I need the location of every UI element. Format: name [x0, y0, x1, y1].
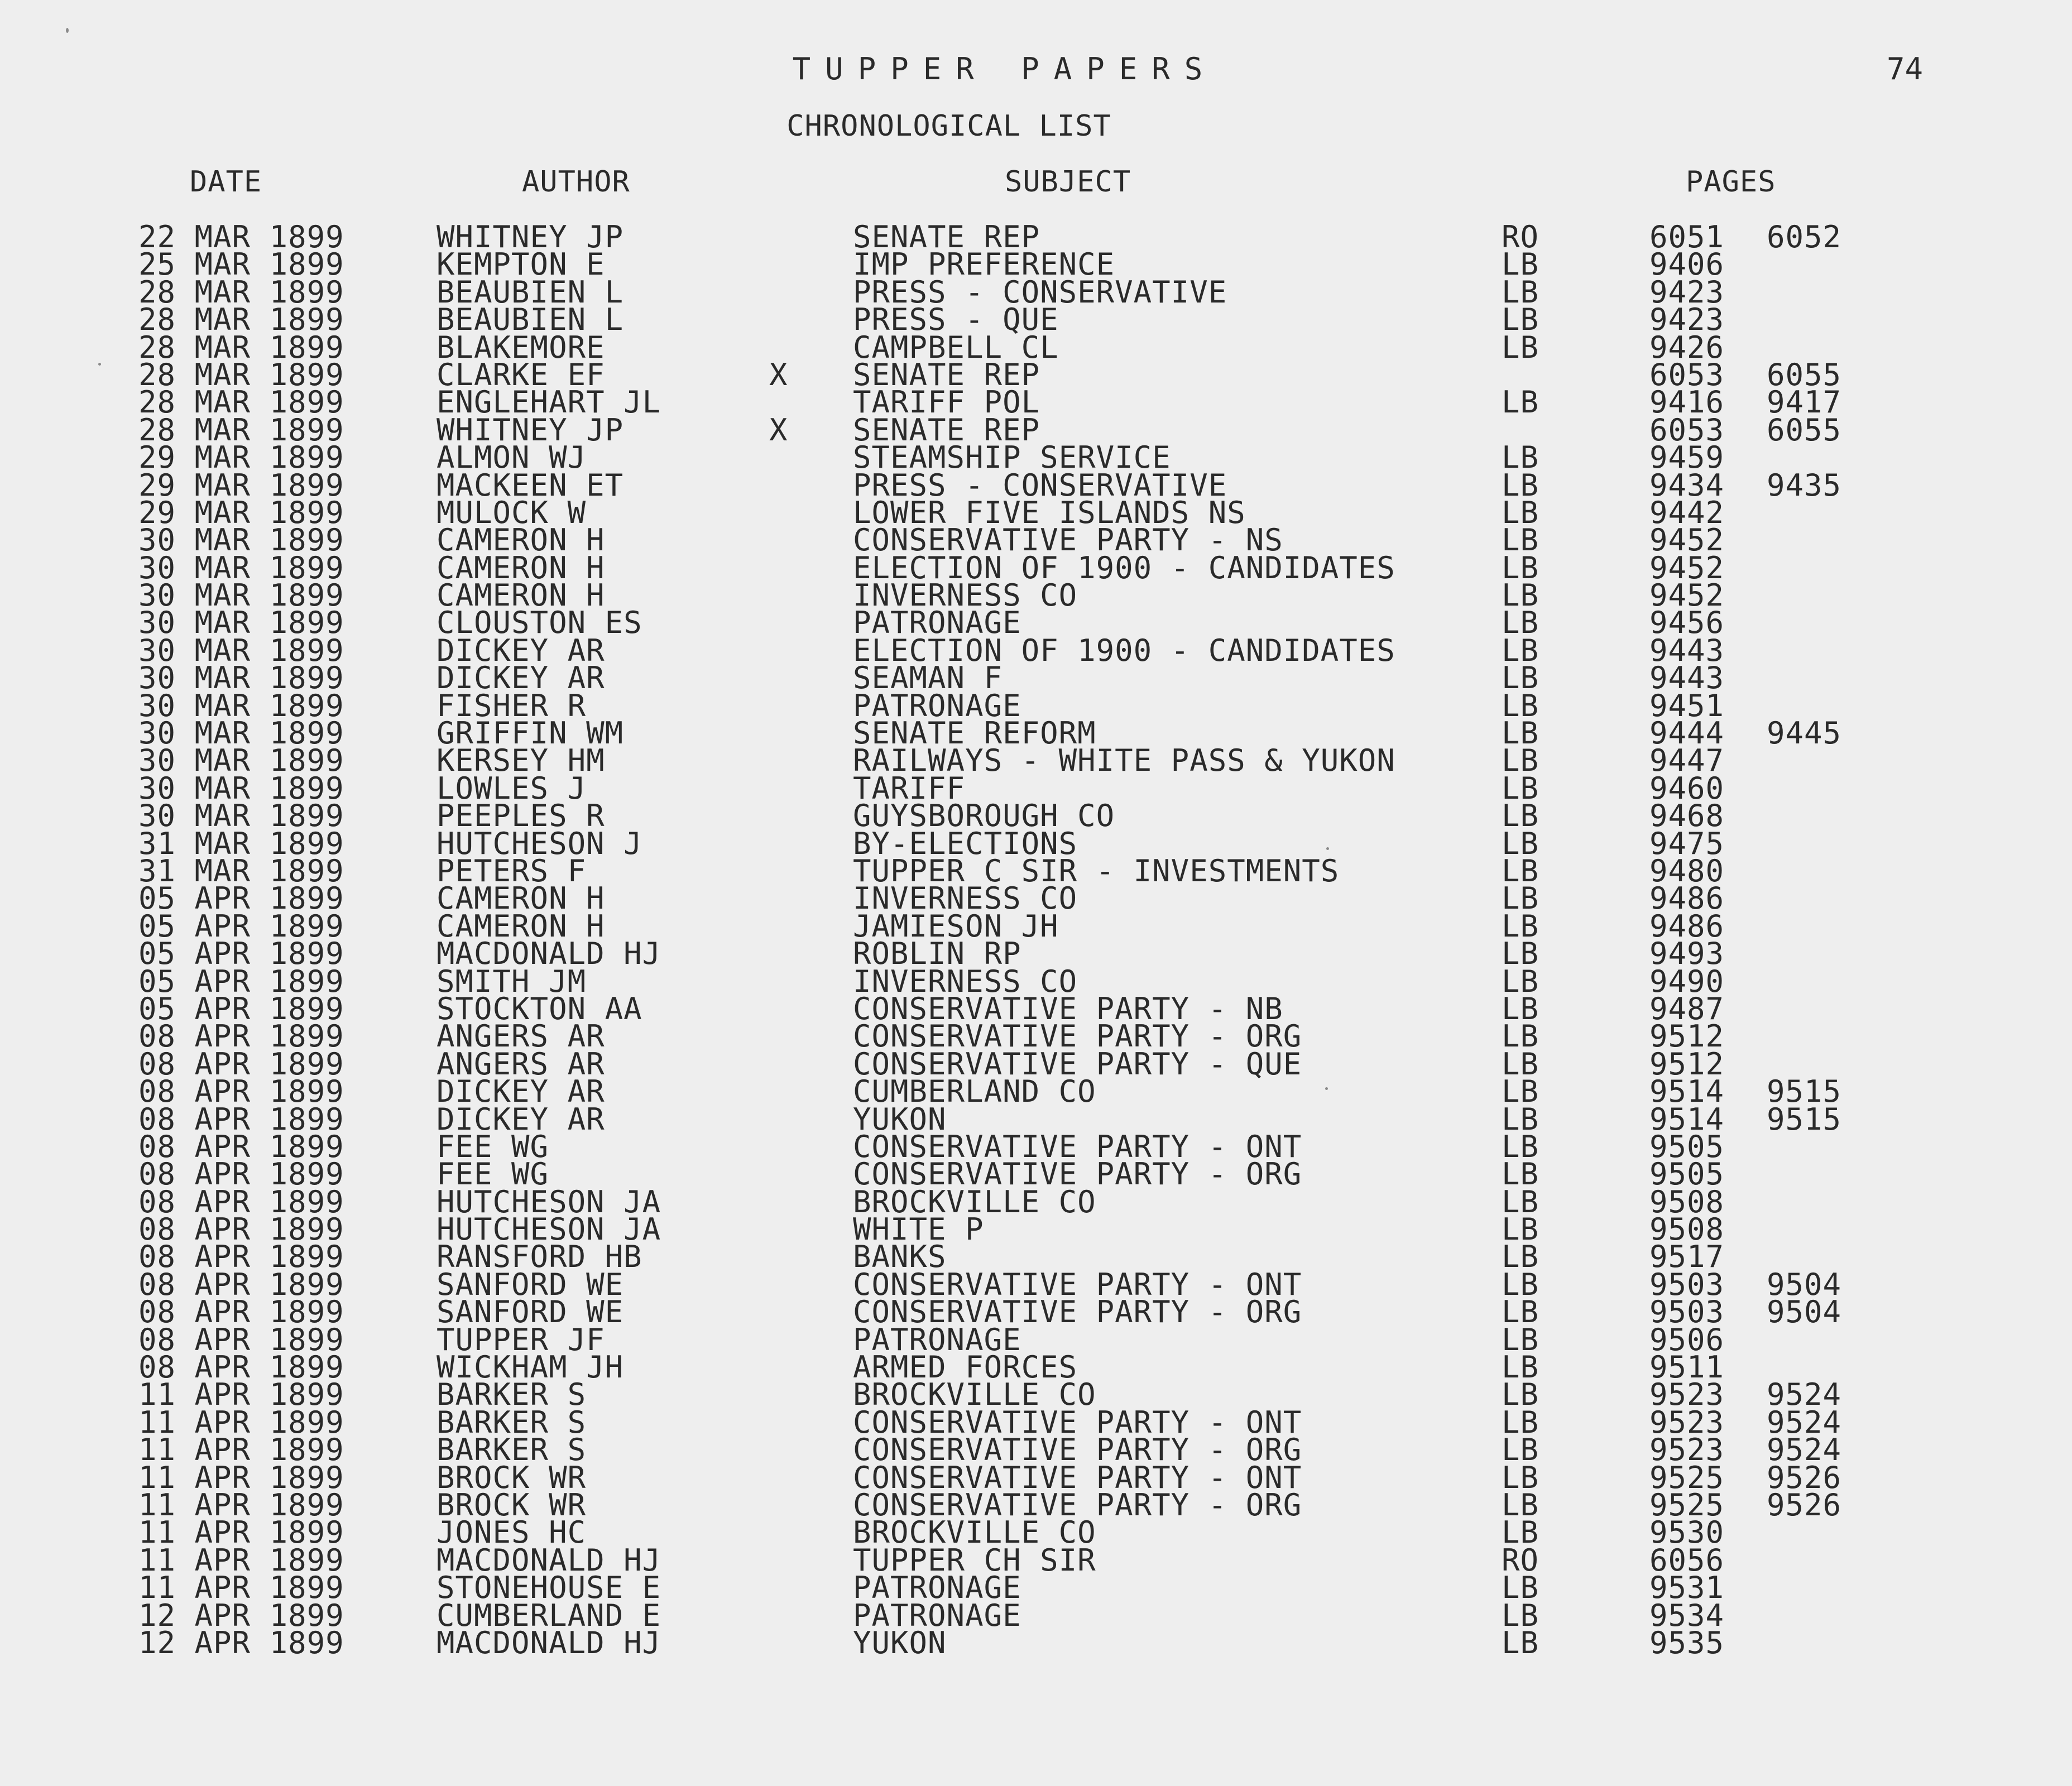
row-date: 08 APR 1899 — [138, 1294, 344, 1330]
row-source: LB — [1502, 632, 1539, 668]
row-subject: IMP PREFERENCE — [853, 247, 1115, 282]
row-date: 31 MAR 1899 — [138, 853, 344, 889]
row-page-start: 9508 — [1649, 1184, 1725, 1220]
row-subject: BROCKVILLE CO — [853, 1515, 1096, 1550]
row-subject: YUKON — [853, 1625, 947, 1660]
row-page-end: 9504 — [1767, 1266, 1842, 1302]
row-source: LB — [1502, 1266, 1539, 1302]
row-date: 30 MAR 1899 — [138, 716, 344, 751]
row-subject: TARIFF POL — [853, 385, 1040, 420]
row-page-start: 9523 — [1649, 1377, 1725, 1413]
row-date: 30 MAR 1899 — [138, 632, 344, 668]
row-page-start: 9512 — [1649, 1019, 1725, 1054]
row-subject: PATRONAGE — [853, 605, 1021, 641]
row-subject: CONSERVATIVE PARTY - ORG — [853, 1019, 1302, 1054]
scan-speck — [1326, 847, 1329, 850]
row-date: 08 APR 1899 — [138, 1350, 344, 1385]
row-source: LB — [1502, 1212, 1539, 1247]
row-date: 30 MAR 1899 — [138, 798, 344, 834]
row-author: DICKEY AR — [437, 1101, 605, 1137]
row-subject: BANKS — [853, 1239, 947, 1275]
row-author: CAMERON H — [437, 881, 605, 916]
row-page-start: 6051 — [1649, 219, 1725, 255]
row-subject: CONSERVATIVE PARTY - ONT — [853, 1404, 1302, 1440]
row-source: LB — [1502, 329, 1539, 365]
column-header-author: AUTHOR — [522, 165, 630, 199]
row-page-start: 9423 — [1649, 274, 1725, 310]
row-date: 11 APR 1899 — [138, 1570, 344, 1606]
document-title: TUPPER PAPERS — [792, 51, 1217, 87]
row-date: 28 MAR 1899 — [138, 274, 344, 310]
row-date: 08 APR 1899 — [138, 1156, 344, 1192]
row-date: 11 APR 1899 — [138, 1404, 344, 1440]
row-page-start: 9426 — [1649, 329, 1725, 365]
row-source: LB — [1502, 1487, 1539, 1523]
row-subject: CAMPBELL CL — [853, 329, 1059, 365]
row-author: LOWLES J — [437, 770, 587, 806]
row-page-end: 9435 — [1767, 467, 1842, 503]
row-page-end: 9445 — [1767, 716, 1842, 751]
row-source: LB — [1502, 908, 1539, 944]
row-source: LB — [1502, 1597, 1539, 1633]
row-author: ALMON WJ — [437, 440, 587, 476]
row-page-end: 9526 — [1767, 1487, 1842, 1523]
row-date: 30 MAR 1899 — [138, 770, 344, 806]
row-page-start: 9531 — [1649, 1570, 1725, 1606]
row-author: BARKER S — [437, 1432, 587, 1468]
row-subject: BY-ELECTIONS — [853, 825, 1078, 861]
row-date: 30 MAR 1899 — [138, 578, 344, 613]
row-page-start: 9486 — [1649, 908, 1725, 944]
row-source: LB — [1502, 550, 1539, 585]
row-author: BROCK WR — [437, 1459, 587, 1495]
row-page-start: 9468 — [1649, 798, 1725, 834]
row-page-start: 9508 — [1649, 1212, 1725, 1247]
row-source: LB — [1502, 1432, 1539, 1468]
row-page-start: 9523 — [1649, 1404, 1725, 1440]
row-source: LB — [1502, 467, 1539, 503]
row-source: LB — [1502, 963, 1539, 999]
row-date: 28 MAR 1899 — [138, 412, 344, 448]
row-date: 08 APR 1899 — [138, 1239, 344, 1275]
row-page-start: 9451 — [1649, 688, 1725, 723]
scan-speck — [98, 363, 101, 366]
row-date: 31 MAR 1899 — [138, 825, 344, 861]
row-page-start: 9443 — [1649, 632, 1725, 668]
row-page-end: 9417 — [1767, 385, 1842, 420]
row-source: LB — [1502, 605, 1539, 641]
row-source: LB — [1502, 770, 1539, 806]
row-page-start: 9493 — [1649, 936, 1725, 972]
row-page-start: 9512 — [1649, 1046, 1725, 1082]
row-date: 05 APR 1899 — [138, 881, 344, 916]
row-subject: SENATE REP — [853, 412, 1040, 448]
row-source: LB — [1502, 660, 1539, 696]
row-author: CAMERON H — [437, 908, 605, 944]
row-source: LB — [1502, 1350, 1539, 1385]
row-subject: TUPPER CH SIR — [853, 1542, 1096, 1578]
row-page-end: 9515 — [1767, 1074, 1842, 1110]
row-author: RANSFORD HB — [437, 1239, 642, 1275]
row-author: MACDONALD HJ — [437, 1625, 661, 1660]
row-subject: ROBLIN RP — [853, 936, 1021, 972]
row-author: WHITNEY JP — [437, 412, 624, 448]
row-source: LB — [1502, 578, 1539, 613]
row-author: BLAKEMORE — [437, 329, 605, 365]
row-source: LB — [1502, 688, 1539, 723]
row-source: LB — [1502, 1404, 1539, 1440]
row-author: SMITH JM — [437, 963, 587, 999]
row-date: 08 APR 1899 — [138, 1129, 344, 1164]
row-page-start: 9503 — [1649, 1294, 1725, 1330]
row-page-end: 6052 — [1767, 219, 1842, 255]
row-source: LB — [1502, 1570, 1539, 1606]
row-date: 25 MAR 1899 — [138, 247, 344, 282]
row-page-start: 9480 — [1649, 853, 1725, 889]
row-author: ANGERS AR — [437, 1046, 605, 1082]
column-header-pages: PAGES — [1686, 165, 1776, 199]
row-page-start: 9514 — [1649, 1101, 1725, 1137]
row-page-start: 9475 — [1649, 825, 1725, 861]
row-page-start: 9444 — [1649, 716, 1725, 751]
row-subject: CONSERVATIVE PARTY - QUE — [853, 1046, 1302, 1082]
row-source: LB — [1502, 247, 1539, 282]
row-source: LB — [1502, 1377, 1539, 1413]
row-subject: BROCKVILLE CO — [853, 1377, 1096, 1413]
row-date: 08 APR 1899 — [138, 1184, 344, 1220]
row-page-start: 9505 — [1649, 1129, 1725, 1164]
row-subject: CONSERVATIVE PARTY - ONT — [853, 1266, 1302, 1302]
row-date: 11 APR 1899 — [138, 1542, 344, 1578]
row-page-start: 9452 — [1649, 550, 1725, 585]
row-author: MACDONALD HJ — [437, 1542, 661, 1578]
row-author: ANGERS AR — [437, 1019, 605, 1054]
row-author: BARKER S — [437, 1377, 587, 1413]
row-page-start: 9452 — [1649, 578, 1725, 613]
row-page-end: 9524 — [1767, 1377, 1842, 1413]
row-subject: SENATE REFORM — [853, 716, 1096, 751]
row-page-start: 9459 — [1649, 440, 1725, 476]
row-page-end: 9515 — [1767, 1101, 1842, 1137]
row-subject: PRESS - CONSERVATIVE — [853, 467, 1227, 503]
row-author: KEMPTON E — [437, 247, 605, 282]
row-author: CAMERON H — [437, 578, 605, 613]
row-subject: RAILWAYS - WHITE PASS & YUKON — [853, 743, 1395, 779]
row-source: RO — [1502, 219, 1539, 255]
row-author: DICKEY AR — [437, 660, 605, 696]
row-page-start: 9416 — [1649, 385, 1725, 420]
column-header-date: DATE — [190, 165, 262, 199]
row-page-start: 6056 — [1649, 1542, 1725, 1578]
row-date: 11 APR 1899 — [138, 1487, 344, 1523]
row-source: LB — [1502, 991, 1539, 1026]
row-source: LB — [1502, 1129, 1539, 1164]
row-subject: CONSERVATIVE PARTY - NB — [853, 991, 1283, 1026]
row-page-start: 9534 — [1649, 1597, 1725, 1633]
row-source: LB — [1502, 385, 1539, 420]
row-author: GRIFFIN WM — [437, 716, 624, 751]
row-subject: PRESS - QUE — [853, 302, 1059, 338]
row-author: FEE WG — [437, 1129, 549, 1164]
row-page-start: 6053 — [1649, 357, 1725, 392]
row-subject: CONSERVATIVE PARTY - ORG — [853, 1432, 1302, 1468]
row-subject: SEAMAN F — [853, 660, 1003, 696]
row-date: 28 MAR 1899 — [138, 329, 344, 365]
row-page-end: 9504 — [1767, 1294, 1842, 1330]
row-subject: TUPPER C SIR - INVESTMENTS — [853, 853, 1340, 889]
row-date: 11 APR 1899 — [138, 1515, 344, 1550]
table-row — [0, 1625, 2072, 1660]
row-author: KERSEY HM — [437, 743, 605, 779]
row-author: PETERS F — [437, 853, 587, 889]
row-source: LB — [1502, 1294, 1539, 1330]
row-page-start: 9460 — [1649, 770, 1725, 806]
row-subject: CUMBERLAND CO — [853, 1074, 1096, 1110]
row-author: FISHER R — [437, 688, 587, 723]
row-page-start: 9443 — [1649, 660, 1725, 696]
row-mark: X — [769, 357, 788, 392]
page-number: 74 — [1887, 51, 1924, 87]
row-date: 28 MAR 1899 — [138, 385, 344, 420]
row-page-start: 6053 — [1649, 412, 1725, 448]
row-author: WICKHAM JH — [437, 1350, 624, 1385]
row-source: LB — [1502, 936, 1539, 972]
row-subject: INVERNESS CO — [853, 578, 1078, 613]
chronological-list — [0, 219, 2072, 1660]
row-date: 28 MAR 1899 — [138, 357, 344, 392]
row-subject: SENATE REP — [853, 357, 1040, 392]
column-header-subject: SUBJECT — [1005, 165, 1131, 199]
row-author: MACDONALD HJ — [437, 936, 661, 972]
row-page-start: 9442 — [1649, 494, 1725, 530]
row-author: BARKER S — [437, 1404, 587, 1440]
row-date: 30 MAR 1899 — [138, 660, 344, 696]
row-page-start: 9406 — [1649, 247, 1725, 282]
row-date: 30 MAR 1899 — [138, 605, 344, 641]
row-date: 30 MAR 1899 — [138, 688, 344, 723]
row-page-start: 9517 — [1649, 1239, 1725, 1275]
row-date: 08 APR 1899 — [138, 1019, 344, 1054]
row-source: LB — [1502, 825, 1539, 861]
row-subject: CONSERVATIVE PARTY - ONT — [853, 1459, 1302, 1495]
row-page-start: 9514 — [1649, 1074, 1725, 1110]
row-subject: ELECTION OF 1900 - CANDIDATES — [853, 632, 1395, 668]
row-subject: PATRONAGE — [853, 1597, 1021, 1633]
row-author: STOCKTON AA — [437, 991, 642, 1026]
row-page-start: 9503 — [1649, 1266, 1725, 1302]
row-page-start: 9447 — [1649, 743, 1725, 779]
row-author: HUTCHESON JA — [437, 1212, 661, 1247]
row-source: LB — [1502, 1156, 1539, 1192]
row-source: LB — [1502, 1239, 1539, 1275]
row-page-start: 9456 — [1649, 605, 1725, 641]
row-date: 11 APR 1899 — [138, 1377, 344, 1413]
row-author: SANFORD WE — [437, 1294, 624, 1330]
row-date: 30 MAR 1899 — [138, 522, 344, 558]
row-author: CLOUSTON ES — [437, 605, 642, 641]
row-page-end: 6055 — [1767, 357, 1842, 392]
row-page-start: 9423 — [1649, 302, 1725, 338]
row-date: 30 MAR 1899 — [138, 550, 344, 585]
row-page-start: 9525 — [1649, 1487, 1725, 1523]
row-author: WHITNEY JP — [437, 219, 624, 255]
row-subject: YUKON — [853, 1101, 947, 1137]
row-author: CUMBERLAND E — [437, 1597, 661, 1633]
row-date: 29 MAR 1899 — [138, 467, 344, 503]
row-date: 12 APR 1899 — [138, 1597, 344, 1633]
row-author: MACKEEN ET — [437, 467, 624, 503]
row-date: 30 MAR 1899 — [138, 743, 344, 779]
row-date: 22 MAR 1899 — [138, 219, 344, 255]
row-author: HUTCHESON J — [437, 825, 642, 861]
row-subject: GUYSBOROUGH CO — [853, 798, 1115, 834]
row-source: RO — [1502, 1542, 1539, 1578]
row-author: DICKEY AR — [437, 1074, 605, 1110]
row-source: LB — [1502, 1322, 1539, 1357]
row-source: LB — [1502, 302, 1539, 338]
row-date: 08 APR 1899 — [138, 1212, 344, 1247]
row-subject: LOWER FIVE ISLANDS NS — [853, 494, 1246, 530]
row-source: LB — [1502, 1184, 1539, 1220]
row-author: HUTCHESON JA — [437, 1184, 661, 1220]
row-subject: WHITE P — [853, 1212, 984, 1247]
row-author: BEAUBIEN L — [437, 274, 624, 310]
row-page-start: 9530 — [1649, 1515, 1725, 1550]
row-date: 29 MAR 1899 — [138, 494, 344, 530]
row-author: JONES HC — [437, 1515, 587, 1550]
row-date: 11 APR 1899 — [138, 1459, 344, 1495]
row-date: 08 APR 1899 — [138, 1322, 344, 1357]
row-page-end: 9526 — [1767, 1459, 1842, 1495]
row-subject: ELECTION OF 1900 - CANDIDATES — [853, 550, 1395, 585]
row-page-end: 6055 — [1767, 412, 1842, 448]
row-page-start: 9452 — [1649, 522, 1725, 558]
row-date: 05 APR 1899 — [138, 936, 344, 972]
row-author: FEE WG — [437, 1156, 549, 1192]
row-author: TUPPER JF — [437, 1322, 605, 1357]
row-page-start: 9505 — [1649, 1156, 1725, 1192]
row-subject: TARIFF — [853, 770, 966, 806]
row-source: LB — [1502, 1074, 1539, 1110]
row-subject: PRESS - CONSERVATIVE — [853, 274, 1227, 310]
row-date: 29 MAR 1899 — [138, 440, 344, 476]
row-date: 05 APR 1899 — [138, 963, 344, 999]
row-page-start: 9525 — [1649, 1459, 1725, 1495]
row-author: DICKEY AR — [437, 632, 605, 668]
row-subject: CONSERVATIVE PARTY - ORG — [853, 1294, 1302, 1330]
row-page-start: 9486 — [1649, 881, 1725, 916]
row-source: LB — [1502, 1019, 1539, 1054]
row-page-start: 9523 — [1649, 1432, 1725, 1468]
row-date: 05 APR 1899 — [138, 991, 344, 1026]
row-source: LB — [1502, 1625, 1539, 1660]
row-subject: BROCKVILLE CO — [853, 1184, 1096, 1220]
row-author: PEEPLES R — [437, 798, 605, 834]
row-source: LB — [1502, 716, 1539, 751]
row-page-start: 9506 — [1649, 1322, 1725, 1357]
row-page-end: 9524 — [1767, 1432, 1842, 1468]
row-mark: X — [769, 412, 788, 448]
row-subject: CONSERVATIVE PARTY - ORG — [853, 1156, 1302, 1192]
row-subject: CONSERVATIVE PARTY - ORG — [853, 1487, 1302, 1523]
row-source: LB — [1502, 743, 1539, 779]
row-author: CAMERON H — [437, 550, 605, 585]
row-source: LB — [1502, 798, 1539, 834]
row-subject: CONSERVATIVE PARTY - ONT — [853, 1129, 1302, 1164]
row-page-start: 9434 — [1649, 467, 1725, 503]
row-subject: PATRONAGE — [853, 1322, 1021, 1357]
row-subject: CONSERVATIVE PARTY - NS — [853, 522, 1283, 558]
row-subject: INVERNESS CO — [853, 881, 1078, 916]
row-subject: INVERNESS CO — [853, 963, 1078, 999]
row-date: 12 APR 1899 — [138, 1625, 344, 1660]
row-source: LB — [1502, 853, 1539, 889]
row-author: BROCK WR — [437, 1487, 587, 1523]
row-date: 28 MAR 1899 — [138, 302, 344, 338]
row-date: 08 APR 1899 — [138, 1101, 344, 1137]
row-author: BEAUBIEN L — [437, 302, 624, 338]
row-page-start: 9535 — [1649, 1625, 1725, 1660]
row-page-end: 9524 — [1767, 1404, 1842, 1440]
row-date: 08 APR 1899 — [138, 1046, 344, 1082]
row-subject: PATRONAGE — [853, 688, 1021, 723]
row-subject: SENATE REP — [853, 219, 1040, 255]
row-author: CAMERON H — [437, 522, 605, 558]
row-source: LB — [1502, 1046, 1539, 1082]
row-subject: PATRONAGE — [853, 1570, 1021, 1606]
row-author: STONEHOUSE E — [437, 1570, 661, 1606]
scan-speck — [66, 28, 69, 33]
row-subject: JAMIESON JH — [853, 908, 1059, 944]
scan-speck — [1325, 1087, 1328, 1090]
row-author: CLARKE EF — [437, 357, 605, 392]
row-subject: STEAMSHIP SERVICE — [853, 440, 1171, 476]
row-source: LB — [1502, 274, 1539, 310]
row-source: LB — [1502, 1101, 1539, 1137]
row-source: LB — [1502, 1515, 1539, 1550]
row-date: 08 APR 1899 — [138, 1074, 344, 1110]
row-page-start: 9511 — [1649, 1350, 1725, 1385]
row-source: LB — [1502, 494, 1539, 530]
row-date: 08 APR 1899 — [138, 1266, 344, 1302]
row-page-start: 9490 — [1649, 963, 1725, 999]
row-source: LB — [1502, 881, 1539, 916]
row-date: 11 APR 1899 — [138, 1432, 344, 1468]
row-source: LB — [1502, 440, 1539, 476]
row-date: 05 APR 1899 — [138, 908, 344, 944]
row-author: ENGLEHART JL — [437, 385, 661, 420]
row-page-start: 9487 — [1649, 991, 1725, 1026]
row-source: LB — [1502, 1459, 1539, 1495]
row-author: MULOCK W — [437, 494, 587, 530]
row-author: SANFORD WE — [437, 1266, 624, 1302]
row-source: LB — [1502, 522, 1539, 558]
row-subject: ARMED FORCES — [853, 1350, 1078, 1385]
document-subtitle: CHRONOLOGICAL LIST — [786, 109, 1111, 143]
